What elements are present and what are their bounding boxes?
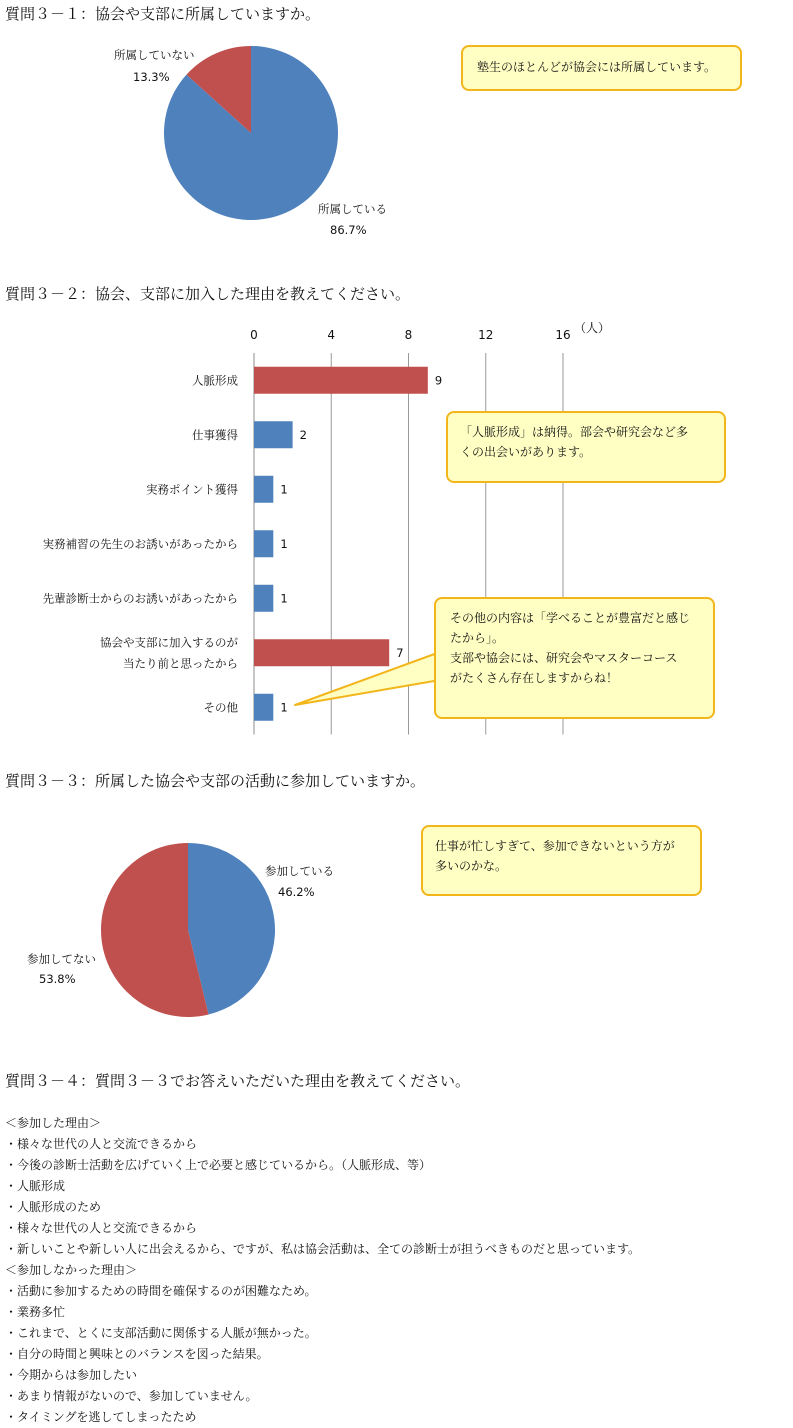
q4-answer-item: ・業務多忙 (5, 1305, 66, 1319)
category-label: その他 (203, 700, 238, 715)
q3-title: 質問３－３：所属した協会や支部の活動に参加していますか。 (5, 772, 426, 790)
q4-answer-item: ・新しいことや新しい人に出会えるから、ですが、私は協会活動は、全ての診断士が担うべきものだと思っています。 (5, 1242, 641, 1256)
pie3-label-participating: 参加している (265, 864, 334, 878)
bar-value-label: 1 (280, 591, 288, 606)
category-label: 仕事獲得 (192, 427, 238, 442)
q4-heading-participated: ＜参加した理由＞ (5, 1116, 102, 1130)
q4-answer-item: ・今後の診断士活動を広げていく上で必要と感じているから。（人脈形成、等） (5, 1158, 432, 1172)
q2-callout-other-line-3: 支部や協会には、研究会やマスターコース (450, 651, 678, 665)
bar (254, 585, 273, 612)
q3-callout-line-2: 多いのかな。 (435, 859, 508, 873)
bar (254, 421, 293, 448)
q4-answer-item: ・人脈形成のため (5, 1200, 102, 1214)
category-label: 実務補習の先生のお誘いがあったから (42, 536, 238, 551)
q2-callout-other (434, 597, 715, 719)
x-tick-label: 16 (555, 328, 571, 342)
q2-callout-other-line-1: その他の内容は「学べることが豊富だと感じ (450, 611, 691, 625)
pie-chart-participation (0, 800, 400, 1040)
q4-answer-item: ・これまで、とくに支部活動に関係する人脈が無かった。 (5, 1326, 317, 1340)
pie3-pct-participating: 46.2% (278, 885, 315, 899)
q1-callout-text: 塾生のほとんどが協会には所属しています。 (477, 60, 717, 74)
q2-callout-network-line-2: くの出会いがあります。 (460, 445, 592, 459)
callout-pointer (280, 640, 450, 720)
bar (254, 367, 428, 394)
q4-answer-item: ・活動に参加するための時間を確保するのが困難なため。 (5, 1284, 317, 1298)
pie3-pct-not-participating: 53.8% (39, 972, 76, 986)
bar (254, 530, 273, 557)
q2-callout-other-line-4: がたくさん存在しますからね！ (450, 671, 619, 685)
x-unit-label: （人） (574, 321, 611, 335)
q3-callout (421, 825, 702, 896)
q3-callout-line-1: 仕事が忙しすぎて、参加できないという方が (435, 839, 675, 853)
q2-title: 質問３－２：協会、支部に加入した理由を教えてください。 (5, 285, 411, 303)
q4-answer-item: ・タイミングを逃してしまったため (5, 1410, 197, 1424)
q2-callout-network-line-1: 「人脈形成」は納得。部会や研究会など多 (460, 425, 689, 439)
q4-answer-item: ・様々な世代の人と交流できるから (5, 1221, 198, 1235)
category-label: 当たり前と思ったから (123, 656, 238, 671)
bar-value-label: 9 (434, 373, 443, 388)
bar-value-label: 1 (280, 700, 288, 715)
pie1-label-not-member: 所属していない (114, 48, 195, 62)
x-tick-label: 4 (327, 328, 336, 342)
bar-value-label: 1 (280, 536, 288, 551)
category-label: 先輩診断士からのお誘いがあったから (42, 591, 238, 606)
pie1-pct-not-member: 13.3% (133, 70, 170, 84)
q4-heading-not-participated: ＜参加しなかった理由＞ (5, 1263, 138, 1277)
category-label: 協会や支部に加入するのが (100, 635, 238, 650)
q4-answer-item: ・人脈形成 (5, 1179, 66, 1193)
x-tick-label: 12 (478, 328, 494, 342)
q4-title: 質問３－４：質問３－３でお答えいただいた理由を教えてください。 (5, 1072, 471, 1090)
bar-value-label: 1 (280, 482, 288, 497)
x-tick-label: 8 (404, 328, 413, 342)
pie3-label-not-participating: 参加してない (27, 952, 96, 966)
x-tick-label: 0 (250, 328, 258, 342)
q4-answer-item: ・あまり情報がないので、参加していません。 (5, 1389, 258, 1403)
bar (254, 694, 273, 721)
q2-callout-network (446, 411, 726, 483)
q4-answer-list (5, 1113, 640, 1428)
category-label: 実務ポイント獲得 (146, 482, 238, 497)
q1-callout (461, 45, 742, 91)
category-label: 人脈形成 (192, 373, 238, 388)
pie1-label-member: 所属している (318, 202, 387, 216)
q4-answer-item: ・自分の時間と興味とのバランスを図った結果。 (5, 1347, 269, 1361)
bar (254, 476, 273, 503)
q2-callout-other-line-2: たから」。 (450, 631, 505, 645)
q1-title: 質問３－１：協会や支部に所属していますか。 (5, 5, 321, 23)
q4-answer-item: ・今期からは参加したい (5, 1368, 138, 1382)
bar-value-label: 7 (396, 645, 404, 660)
pie1-pct-member: 86.7% (330, 223, 367, 237)
q4-answer-item: ・様々な世代の人と交流できるから (5, 1137, 198, 1151)
bar-value-label: 2 (299, 427, 307, 442)
